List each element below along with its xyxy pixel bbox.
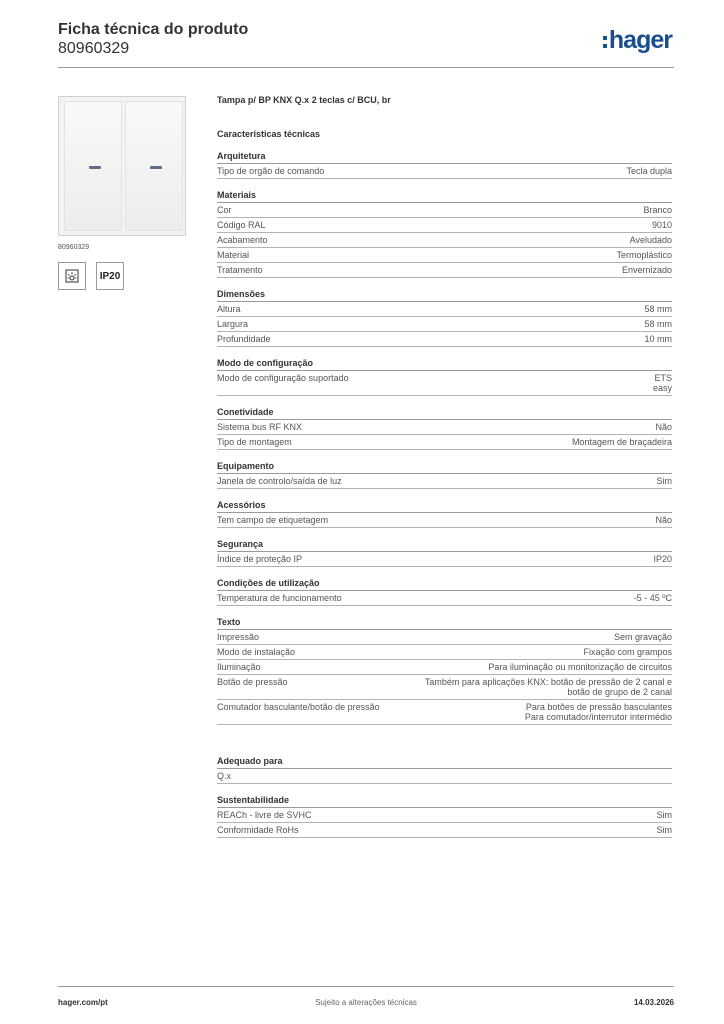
led-window-icon xyxy=(150,166,162,169)
spec-value xyxy=(256,319,672,329)
image-caption: 80960329 xyxy=(58,244,90,251)
footer-notice: Sujeito a alterações técnicas xyxy=(315,998,417,1007)
spec-value-line: Sim xyxy=(656,825,672,835)
spec-label: Modo de instalação xyxy=(217,647,296,657)
spec-value xyxy=(240,205,672,215)
spec-label: Q.x xyxy=(217,771,232,781)
product-image xyxy=(58,96,186,236)
spec-value-line xyxy=(239,771,672,781)
spec-value-line: ETS xyxy=(654,373,672,383)
spec-value-line: IP20 xyxy=(653,554,672,564)
hager-logo xyxy=(603,26,672,54)
spec-label: Iluminação xyxy=(217,662,261,672)
spec-label: Tipo de orgão de comando xyxy=(217,166,325,176)
spec-value-line: 58 mm xyxy=(644,319,672,329)
spec-value xyxy=(303,647,672,657)
footer-date: 14.03.2026 xyxy=(633,998,674,1007)
product-code: 80960329 xyxy=(58,40,130,57)
spec-label: Acabamento xyxy=(217,235,268,245)
spec-value xyxy=(320,810,672,820)
spec-row xyxy=(217,552,672,567)
spec-value-line: 10 mm xyxy=(644,334,672,344)
spec-value xyxy=(307,825,672,835)
spec-group-title: Conetividade xyxy=(217,407,672,420)
spec-row xyxy=(217,675,672,700)
spec-label: Largura xyxy=(217,319,249,329)
spec-label: Tem campo de etiquetagem xyxy=(217,515,329,525)
rocker-left xyxy=(64,101,122,231)
spec-value xyxy=(249,304,672,314)
spec-value xyxy=(310,422,672,432)
light-indicator-icon xyxy=(65,269,79,283)
spec-value-line: botão de grupo de 2 canal xyxy=(567,687,672,697)
spec-value xyxy=(269,662,672,672)
section-heading: Características técnicas xyxy=(217,129,321,139)
logo-text: hager xyxy=(608,26,672,54)
spec-row xyxy=(217,513,672,528)
spec-group-title: Arquitetura xyxy=(217,151,672,164)
spec-label: Tipo de montagem xyxy=(217,437,292,447)
spec-row xyxy=(217,769,672,784)
spec-value-line: Não xyxy=(655,515,672,525)
spec-row xyxy=(217,317,672,332)
spec-group-title: Texto xyxy=(217,617,672,630)
spec-value-line: -5 - 45 ºC xyxy=(633,593,672,603)
spec-row xyxy=(217,332,672,347)
footer-website[interactable]: hager.com/pt xyxy=(58,998,108,1007)
spec-row xyxy=(217,248,672,263)
spec-value xyxy=(332,166,672,176)
spec-value xyxy=(300,437,672,447)
spec-row xyxy=(217,700,672,725)
spec-label: Botão de pressão xyxy=(217,677,288,687)
spec-row xyxy=(217,660,672,675)
spec-group-title: Segurança xyxy=(217,539,672,552)
spec-group-title: Sustentabilidade xyxy=(217,795,672,808)
spec-row xyxy=(217,630,672,645)
spec-row xyxy=(217,203,672,218)
spec-value-line: Sim xyxy=(656,810,672,820)
spec-label: Sistema bus RF KNX xyxy=(217,422,303,432)
spec-value-line: easy xyxy=(652,383,672,393)
spec-label: Comutador basculante/botão de pressão xyxy=(217,702,380,712)
spec-value-line: Também para aplicações KNX: botão de pressão de 2 canal e xyxy=(424,677,672,687)
spec-value xyxy=(357,373,672,393)
light-indicator-badge xyxy=(58,262,86,290)
spec-value xyxy=(350,593,672,603)
spec-value-line: Fixação com grampos xyxy=(583,647,672,657)
document-title: Ficha técnica do produto xyxy=(58,21,249,38)
spec-value-line: Sem gravação xyxy=(613,632,672,642)
spec-label: Altura xyxy=(217,304,241,314)
spec-value xyxy=(267,632,672,642)
spec-group-title: Materiais xyxy=(217,190,672,203)
spec-row xyxy=(217,823,672,838)
spec-value xyxy=(296,677,672,697)
spec-row xyxy=(217,164,672,179)
spec-row xyxy=(217,591,672,606)
spec-value-line: Para iluminação ou monitorização de circuitos xyxy=(488,662,672,672)
product-name: Tampa p/ BP KNX Q.x 2 teclas c/ BCU, br xyxy=(217,95,391,105)
spec-label: Impressão xyxy=(217,632,260,642)
spec-value-line: 58 mm xyxy=(644,304,672,314)
spec-label: Temperatura de funcionamento xyxy=(217,593,342,603)
spec-value-line: Para botões de pressão basculantes xyxy=(525,702,672,712)
spec-label: Material xyxy=(217,250,250,260)
spec-group-title: Adequado para xyxy=(217,756,672,769)
spec-group-title: Acessórios xyxy=(217,500,672,513)
spec-row xyxy=(217,474,672,489)
spec-value xyxy=(257,250,672,260)
spec-value xyxy=(388,702,672,722)
rocker-right xyxy=(125,101,183,231)
ip-rating-badge: IP20 xyxy=(96,262,124,290)
spec-value-line: Aveludado xyxy=(629,235,672,245)
spec-value-line: Não xyxy=(655,422,672,432)
spec-group-title: Condições de utilização xyxy=(217,578,672,591)
spec-row xyxy=(217,263,672,278)
spec-value-line: Envernizado xyxy=(621,265,672,275)
spec-group-title: Equipamento xyxy=(217,461,672,474)
spec-value-line: Termoplástico xyxy=(616,250,672,260)
spec-row xyxy=(217,420,672,435)
spec-label: Modo de configuração suportado xyxy=(217,373,349,383)
spec-value-line: 9010 xyxy=(651,220,672,230)
spec-row xyxy=(217,645,672,660)
spec-value-line: Para comutador/interrutor intermédio xyxy=(524,712,672,722)
spec-value xyxy=(350,476,672,486)
spec-label: REACh - livre de SVHC xyxy=(217,810,312,820)
spec-group-title: Modo de configuração xyxy=(217,358,672,371)
spec-label: Código RAL xyxy=(217,220,266,230)
spec-group-title: Dimensões xyxy=(217,289,672,302)
spec-label: Índice de proteção IP xyxy=(217,554,303,564)
spec-value-line: Montagem de braçadeira xyxy=(571,437,672,447)
logo-dots-icon xyxy=(603,36,607,48)
spec-value xyxy=(276,235,672,245)
spec-value xyxy=(271,265,672,275)
spec-label: Profundidade xyxy=(217,334,271,344)
spec-value xyxy=(279,334,672,344)
spec-row xyxy=(217,371,672,396)
spec-value-line: Tecla dupla xyxy=(626,166,672,176)
spec-value-line: Branco xyxy=(643,205,672,215)
spec-value-line: Sim xyxy=(656,476,672,486)
spec-row xyxy=(217,302,672,317)
spec-value xyxy=(274,220,672,230)
spec-label: Janela de controlo/saída de luz xyxy=(217,476,342,486)
page-footer xyxy=(58,986,674,1010)
spec-label: Tratamento xyxy=(217,265,263,275)
led-window-icon xyxy=(89,166,101,169)
spec-value xyxy=(239,771,672,781)
spec-label: Cor xyxy=(217,205,232,215)
spec-groups xyxy=(217,151,672,838)
spec-row xyxy=(217,435,672,450)
specifications xyxy=(217,94,672,838)
spec-row xyxy=(217,233,672,248)
page-header xyxy=(58,20,674,68)
spec-value xyxy=(336,515,672,525)
spec-value xyxy=(310,554,672,564)
spec-row xyxy=(217,808,672,823)
spec-row xyxy=(217,218,672,233)
spec-label: Conformidade RoHs xyxy=(217,825,299,835)
